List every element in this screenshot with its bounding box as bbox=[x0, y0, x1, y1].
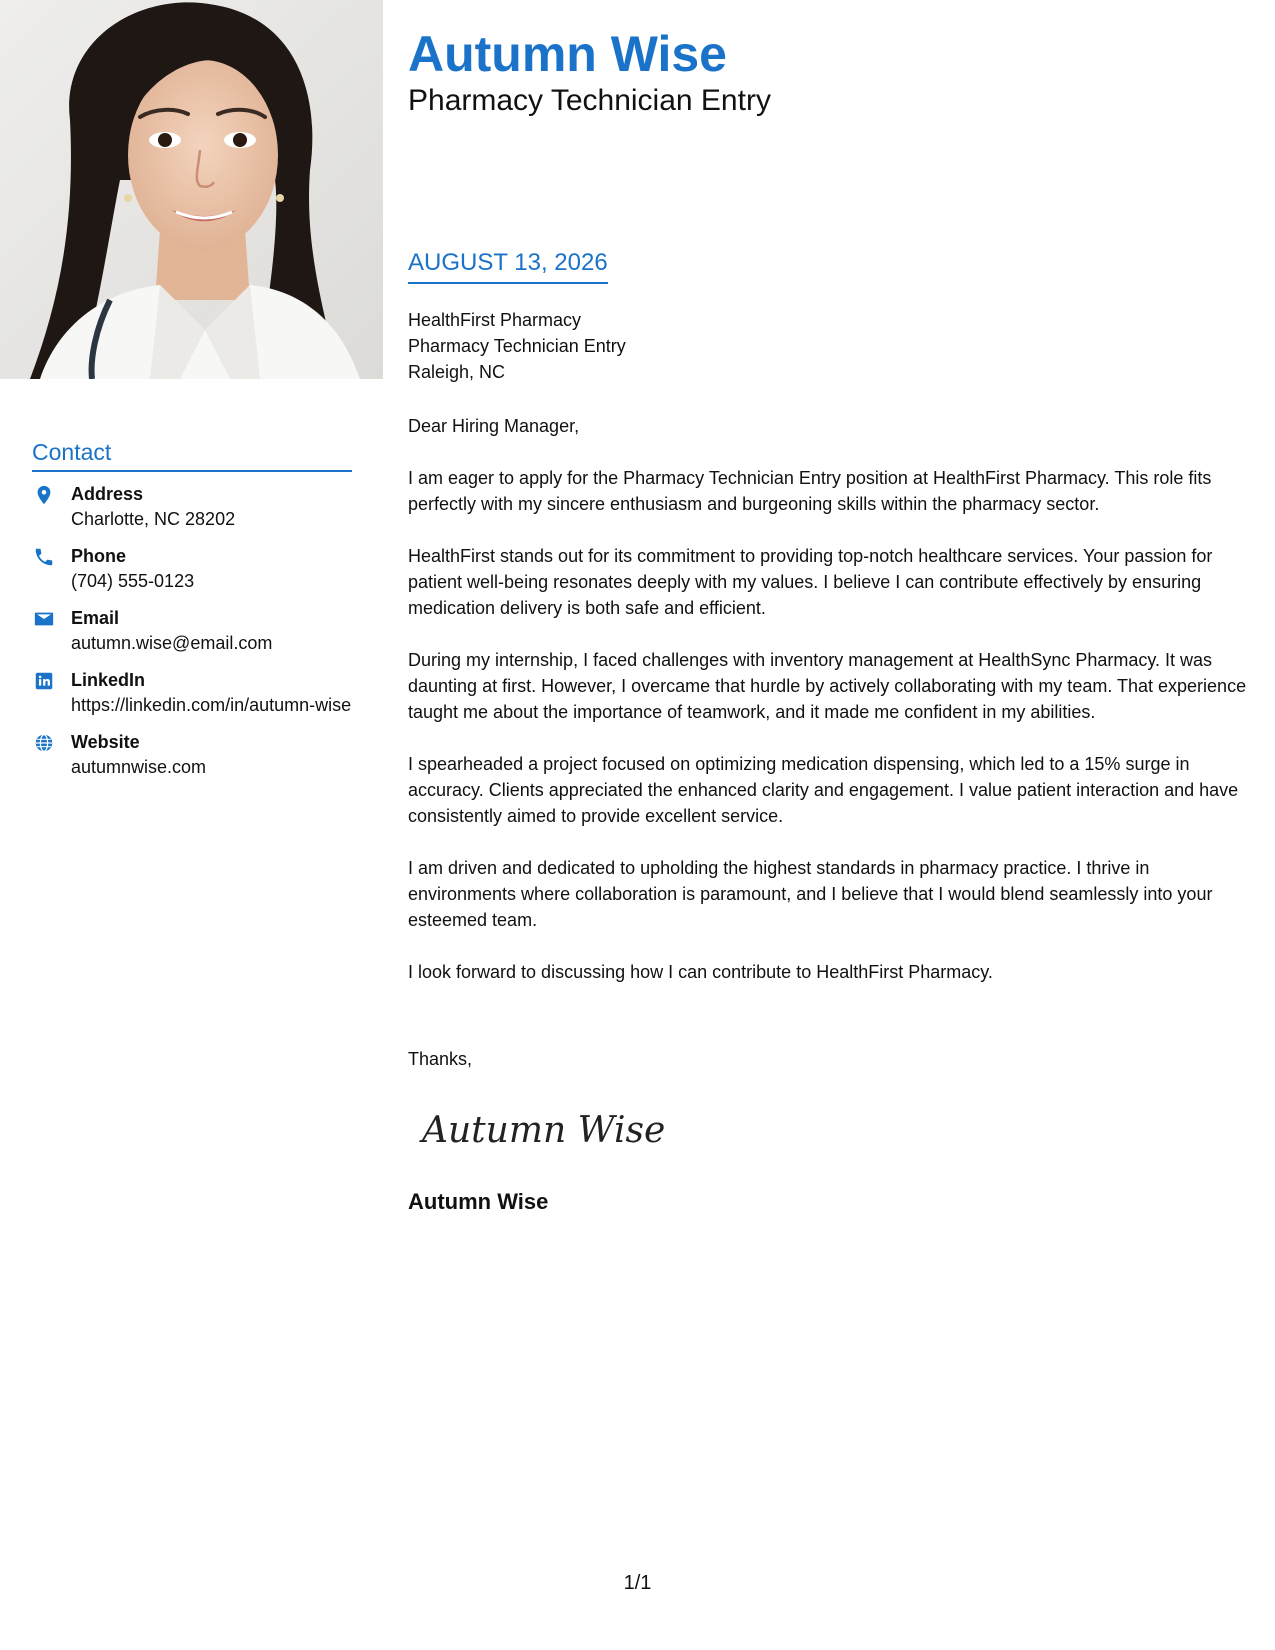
phone-value: (704) 555-0123 bbox=[71, 571, 195, 591]
contact-item-linkedin bbox=[32, 668, 352, 718]
linkedin-icon bbox=[33, 670, 55, 692]
address-value: Charlotte, NC 28202 bbox=[71, 509, 236, 529]
contact-item-website bbox=[32, 730, 352, 780]
contact-label: Phone bbox=[71, 546, 127, 566]
globe-icon bbox=[33, 732, 55, 754]
recipient-company: HealthFirst Pharmacy bbox=[408, 310, 582, 330]
body-paragraph: During my internship, I faced challenges with inventory management at HealthSync Pharmacy. It was daunting at first. However, I overcame that hurdle by actively collaborating with my team. That experience taught me about the importance of teamwork, and it made me confident in my abilities. bbox=[408, 650, 1247, 722]
salutation: Dear Hiring Manager, bbox=[408, 416, 580, 436]
letter-date: AUGUST 13, 2026 bbox=[408, 248, 608, 284]
contact-label: Website bbox=[71, 732, 140, 752]
page-number: 1/1 bbox=[623, 1572, 652, 1594]
contact-heading: Contact bbox=[32, 437, 352, 472]
contact-section bbox=[32, 437, 352, 792]
recipient-location: Raleigh, NC bbox=[408, 362, 506, 382]
body-paragraph: I spearheaded a project focused on optimizing medication dispensing, which led to a 15% surge in accuracy. Clients appreciated the enhanced clarity and engagement. I value patient interaction and have consistently aimed to provide excellent service. bbox=[408, 754, 1239, 826]
envelope-icon bbox=[33, 608, 55, 630]
map-pin-icon bbox=[33, 484, 55, 506]
applicant-role: Pharmacy Technician Entry bbox=[408, 84, 771, 117]
contact-item-phone bbox=[32, 544, 352, 594]
signature-glyphs: Autumn Wise bbox=[422, 1110, 666, 1151]
body-paragraph: I am driven and dedicated to upholding the highest standards in pharmacy practice. I thrive in environments where collaboration is paramount, and I believe that I would blend seamlessly into your esteemed team. bbox=[408, 858, 1213, 930]
phone-icon bbox=[33, 546, 55, 568]
recipient-block bbox=[408, 307, 626, 385]
closing-line: Thanks, bbox=[408, 1049, 473, 1069]
contact-item-address bbox=[32, 482, 352, 532]
linkedin-value[interactable]: https://linkedin.com/in/autumn-wise bbox=[71, 695, 352, 715]
contact-label: Email bbox=[71, 608, 120, 628]
letter-body bbox=[408, 413, 1253, 1011]
body-paragraph: HealthFirst stands out for its commitment to providing top-notch healthcare services. Your passion for patient well-being resonates deeply with my values. I believe I can contribute effectively by ensuring medication delivery is both safe and efficient. bbox=[408, 546, 1213, 618]
signer-name: Autumn Wise bbox=[408, 1189, 549, 1214]
contact-label: LinkedIn bbox=[71, 670, 146, 690]
applicant-name: Autumn Wise bbox=[408, 26, 727, 82]
contact-item-email bbox=[32, 606, 352, 656]
handwritten-signature bbox=[418, 1100, 678, 1160]
website-value[interactable]: autumnwise.com bbox=[71, 757, 207, 777]
body-paragraph: I am eager to apply for the Pharmacy Technician Entry position at HealthFirst Pharmacy. This role fits perfectly with my sincere enthusiasm and burgeoning skills within the pharmacy sector. bbox=[408, 468, 1212, 514]
contact-label: Address bbox=[71, 484, 144, 504]
recipient-position: Pharmacy Technician Entry bbox=[408, 336, 626, 356]
email-value[interactable]: autumn.wise@email.com bbox=[71, 633, 273, 653]
profile-photo bbox=[0, 0, 383, 379]
body-paragraph: I look forward to discussing how I can contribute to HealthFirst Pharmacy. bbox=[408, 962, 993, 982]
